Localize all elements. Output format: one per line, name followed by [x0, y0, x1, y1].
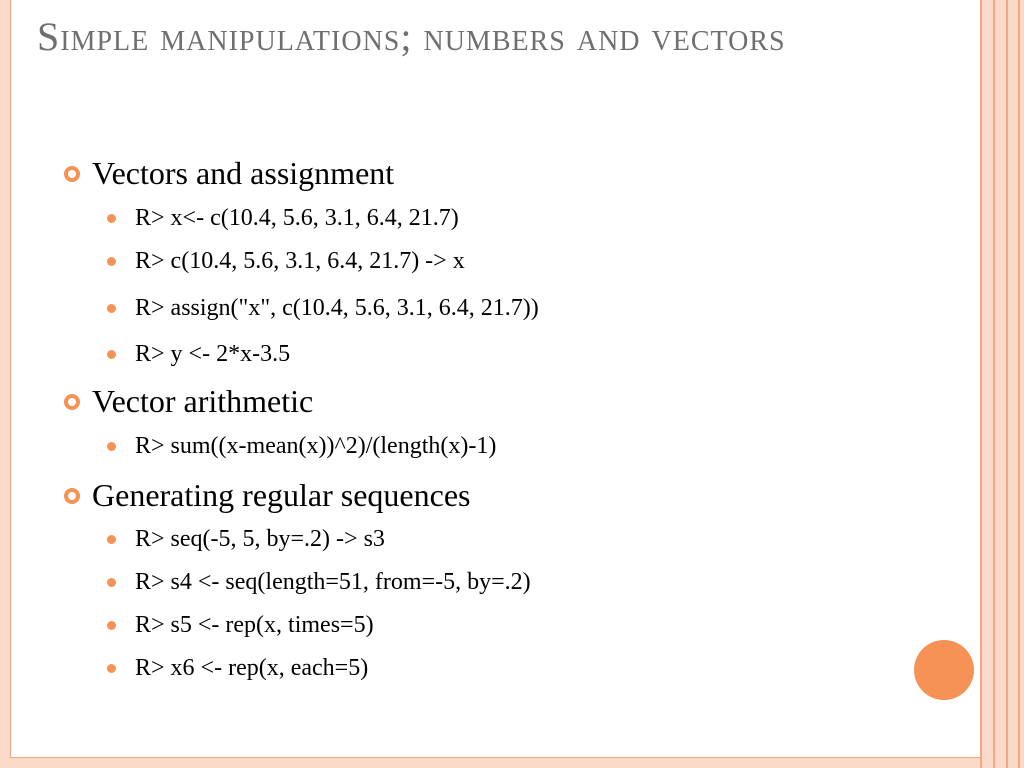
- section-heading-arithmetic: Vector arithmetic: [92, 383, 314, 419]
- item-bullet-icon: [107, 578, 116, 587]
- right-stripe-3: [1006, 0, 1008, 768]
- code-line: R> y <- 2*x-3.5: [135, 341, 291, 367]
- item-bullet-icon: [107, 442, 116, 451]
- code-line: R> assign("x", c(10.4, 5.6, 3.1, 6.4, 21.7)): [135, 295, 539, 321]
- code-line: R> s5 <- rep(x, times=5): [135, 612, 374, 638]
- section-heading-vectors: Vectors and assignment: [92, 155, 395, 191]
- right-stripe-2: [993, 0, 995, 768]
- item-bullet-icon: [107, 304, 116, 313]
- code-line: R> x6 <- rep(x, each=5): [135, 655, 369, 681]
- item-bullet-icon: [107, 214, 116, 223]
- code-line: R> x<- c(10.4, 5.6, 3.1, 6.4, 21.7): [135, 205, 459, 231]
- item-bullet-icon: [107, 621, 116, 630]
- section-bullet-icon: [64, 394, 80, 410]
- item-bullet-icon: [107, 257, 116, 266]
- section-heading-sequences: Generating regular sequences: [92, 477, 471, 513]
- slide-title: Simple manipulations; numbers and vectors: [37, 14, 786, 59]
- item-bullet-icon: [107, 350, 116, 359]
- right-stripe-1: [980, 0, 982, 768]
- right-stripe-4: [1018, 0, 1020, 768]
- code-line: R> s4 <- seq(length=51, from=-5, by=.2): [135, 569, 531, 595]
- code-line: R> sum((x-mean(x))^2)/(length(x)-1): [135, 433, 497, 459]
- section-bullet-icon: [64, 488, 80, 504]
- section-bullet-icon: [64, 166, 80, 182]
- code-line: R> seq(-5, 5, by=.2) -> s3: [135, 526, 385, 552]
- code-line: R> c(10.4, 5.6, 3.1, 6.4, 21.7) -> x: [135, 248, 465, 274]
- item-bullet-icon: [107, 664, 116, 673]
- bottom-frame-band: [0, 758, 1024, 768]
- item-bullet-icon: [107, 535, 116, 544]
